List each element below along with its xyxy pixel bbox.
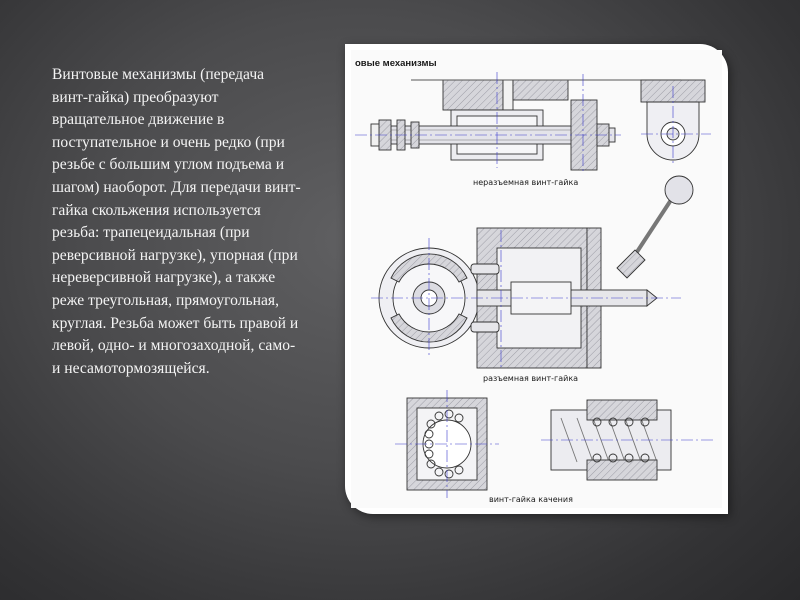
drawing-title: овые механизмы	[355, 58, 437, 69]
ball-screw-diagram	[395, 390, 713, 498]
drawing-svg	[351, 50, 722, 508]
split-nut-diagram	[371, 176, 693, 370]
mechanism-drawing	[351, 50, 722, 508]
non-split-nut-diagram	[355, 72, 711, 174]
caption-split-nut: разъемная винт-гайка	[483, 374, 579, 383]
slide-body-text: Винтовые механизмы (передача винт-гайка) преобразуют вращательное движение в поступательное и очень редко (при резьбе с большим углом подъема и шагом) наоборот. Для передачи винт-гайка скольжения используется резьба: трапецеидальная (при реверсивной нагрузке), упорная (при нереверсивной нагрузке), а также реже треугольная, прямоугольная, круглая. Резьба может быть правой и левой, одно- и многозаходной, само- и несамотормозящейся.	[52, 66, 301, 377]
caption-ball-screw: винт-гайка качения	[489, 495, 573, 504]
caption-non-split-nut: неразъемная винт-гайка	[473, 178, 579, 187]
